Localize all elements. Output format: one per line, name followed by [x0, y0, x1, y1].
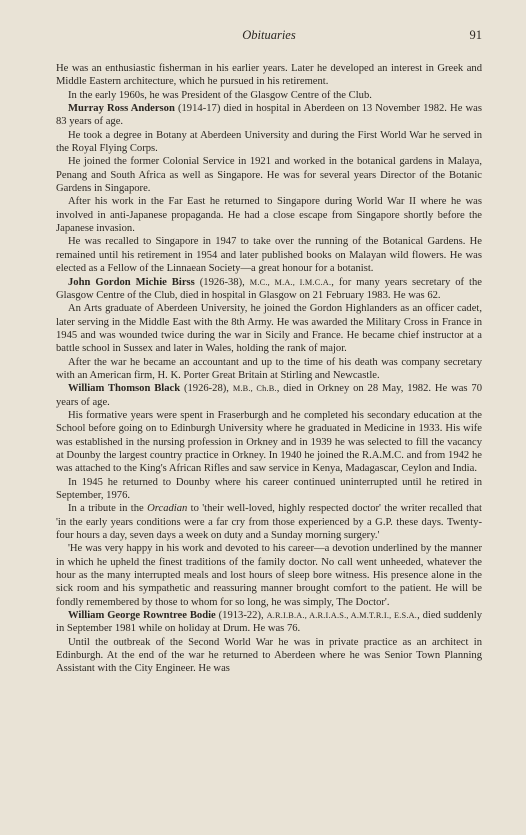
person-name: Murray Ross Anderson — [68, 103, 175, 115]
paragraph: He joined the former Colonial Service in 1921 and worked in the botanical gardens in Malaya, Penang and South Africa as well as Singapore. He was for several years Director of the Botanic Gardens in Singapore. — [56, 156, 482, 195]
running-title: Obituaries — [242, 28, 296, 42]
entry-text: , died suddenly in September 1981 while on holiday at Drum. He was 76. — [56, 610, 483, 635]
qualifications: A.R.I.B.A., A.R.I.A.S., A.M.T.R.I., E.S.A. — [266, 611, 418, 621]
paragraph: An Arts graduate of Aberdeen University, he joined the Gordon Highlanders as an officer cadet, later serving in the Middle East with the 8th Army. He was awarded the Military Cross in France in 1945 and was wounded twice during the war in Sicily and France. He became chief instructor at a battle school in Sussex and later in Wales, holding the rank of major. — [56, 303, 482, 355]
entry-text: to 'their well-loved, highly respected doctor' the writer recalled that 'in the early years conditions were a far cry from those experienced by a G.P. these days. Twenty-four hours a day, seven days a week on duty and a Sunday morning surgery.' — [56, 503, 482, 542]
running-head — [56, 28, 482, 50]
paragraph: His formative years were spent in Fraserburgh and he completed his secondary education at the School before going on to Edinburgh University where he graduated in Medicine in 1933. His wife was established in the nursing profession in Orkney and in 1939 he was selected to fill the vacancy at Dounby the largest country practice in Orkney. In 1940 he joined the R.A.M.C. and from 1942 he was attached to the King's African Rifles and saw service in Kenya, Madagascar, Ceylon and India. — [56, 409, 482, 475]
paragraph: In 1945 he returned to Dounby where his career continued uninterrupted until he retired in September, 1976. — [56, 476, 482, 501]
page-number: 91 — [469, 28, 482, 42]
paragraph: After the war he became an accountant and up to the time of his death was company secretary with an American firm, H. K. Porter Great Britain at Stirling and Newcastle. — [56, 356, 482, 381]
qualifications: M.B., Ch.B. — [232, 384, 277, 394]
obituary-heading-black — [56, 382, 482, 409]
obituary-heading-birss — [56, 276, 482, 303]
person-name: William George Rowntree Bodie — [68, 610, 216, 622]
body-text — [56, 62, 482, 676]
entry-text: , for many years secretary of the Glasgow Centre of the Club, died in hospital in Glasgow on 21 February 1983. He was 62. — [56, 276, 482, 301]
paragraph: He was recalled to Singapore in 1947 to take over the running of the Botanical Gardens. He remained until his retirement in 1954 and later published books on Malayan wild flowers. He was elected as a Fellow of the Linnaean Society—a great honour for a botanist. — [56, 236, 482, 275]
paragraph: He took a degree in Botany at Aberdeen University and during the First World War he served in the Royal Flying Corps. — [56, 129, 482, 155]
obituary-heading-bodie — [56, 609, 482, 636]
paragraph: In the early 1960s, he was President of the Glasgow Centre of the Club. — [68, 89, 372, 101]
entry-text: (1926-28), — [180, 383, 233, 395]
entry-text: (1914-17) died in hospital in Aberdeen on 13 November 1982. He was 83 years of age. — [56, 103, 482, 128]
qualifications: M.C., M.A., I.M.C.A. — [249, 277, 332, 287]
paragraph: Until the outbreak of the Second World War he was in private practice as an architect in Edinburgh. At the end of the war he returned to Aberdeen where he was Senior Town Planning Assistant with the City Engineer. He was — [56, 636, 482, 675]
paragraph: 'He was very happy in his work and devoted to his career—a devotion underlined by the manner in which he upheld the finest traditions of the family doctor. No call went unheeded, whatever the hour as the many interrupted meals and lost hours of sleep bore witness. His presence alone in the sick room and his sympathetic and reassuring manner brought comfort to the patient. He will be fondly remembered by those to whom for so long, he was simply, The Doctor'. — [56, 543, 482, 608]
entry-text: (1926-38), — [194, 276, 250, 288]
paragraph: He was an enthusiastic fisherman in his earlier years. Later he developed an interest in Greek and Middle Eastern architecture, which he pursued in his retirement. — [56, 63, 482, 88]
obituary-heading-anderson — [56, 102, 482, 129]
entry-text: In a tribute in the — [68, 503, 148, 515]
paragraph — [56, 502, 482, 542]
person-name: John Gordon Michie Birss — [68, 276, 195, 288]
paragraph: After his work in the Far East he returned to Singapore during World War II where he was involved in anti-Japanese propaganda. He had a close escape from Singapore shortly before the Japanese invasion. — [56, 196, 482, 235]
entry-text: , died in Orkney on 28 May, 1982. He was 70 years of age. — [56, 383, 482, 408]
entry-text: (1913-22), — [215, 610, 267, 622]
newspaper-title: Orcadian — [147, 503, 188, 515]
person-name: William Thomson Black — [68, 383, 181, 395]
